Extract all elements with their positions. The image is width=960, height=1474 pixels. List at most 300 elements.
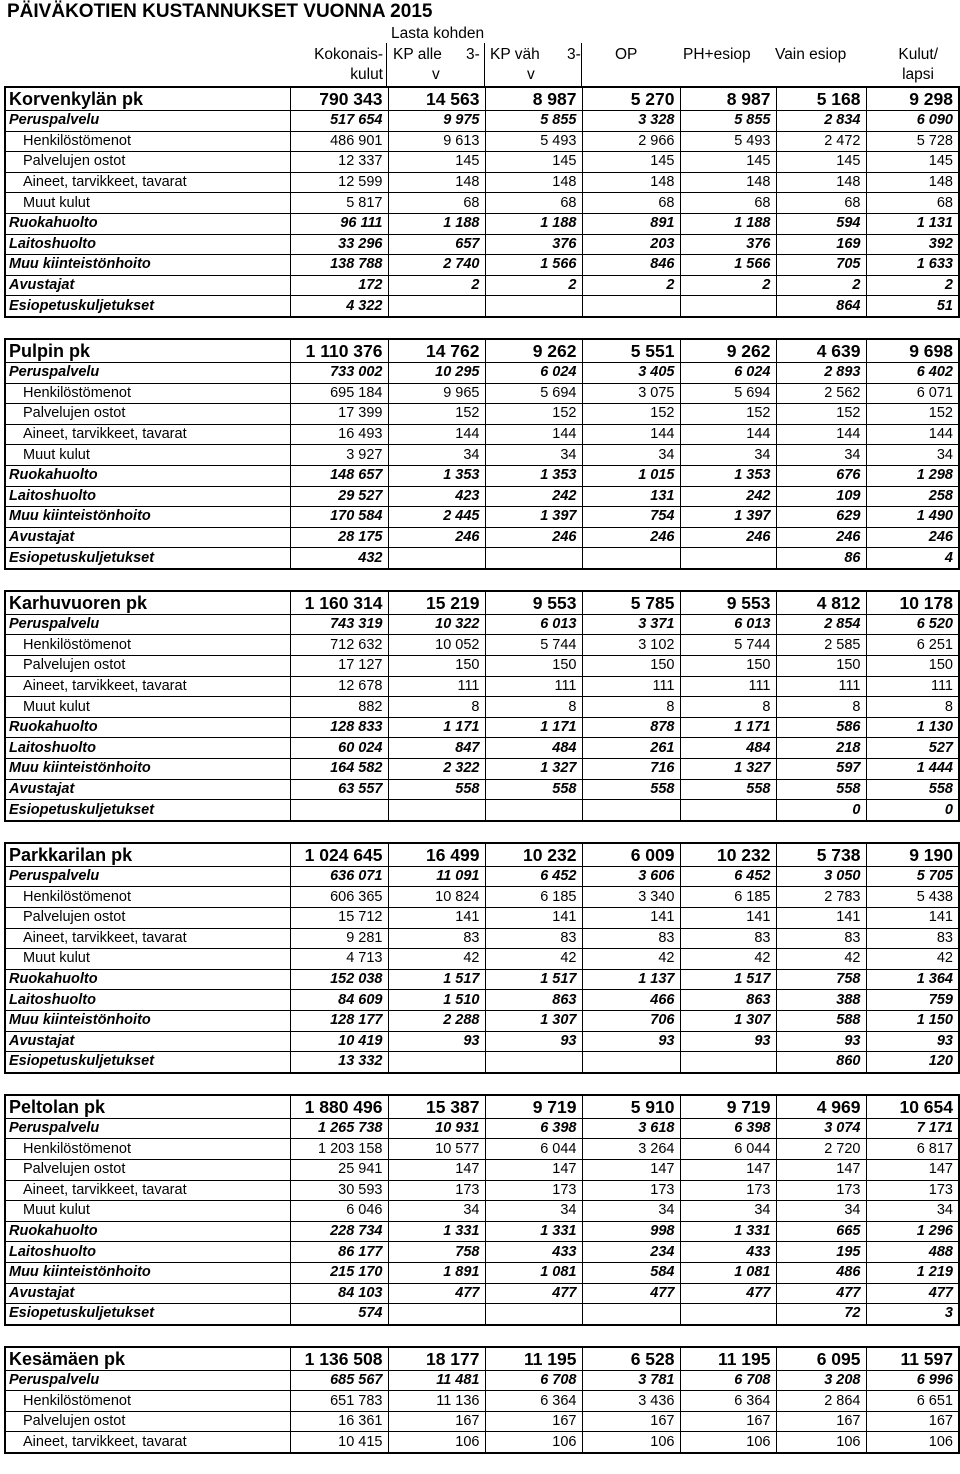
cost-value-cell: 1 510	[388, 990, 485, 1011]
cost-value-cell: 712 632	[290, 635, 388, 656]
cost-value-cell: 4 639	[776, 339, 866, 363]
cost-item-label: Aineet, tarvikkeet, tavarat	[5, 928, 290, 949]
cost-value-cell: 86 177	[290, 1242, 388, 1263]
cost-value-cell: 111	[680, 676, 776, 697]
cost-item-label: Ruokahuolto	[5, 213, 290, 234]
cost-value-cell: 676	[776, 465, 866, 486]
cost-value-cell: 1 353	[388, 465, 485, 486]
cost-value-cell: 141	[680, 908, 776, 929]
table-row	[5, 172, 959, 193]
cost-value-cell: 588	[776, 1010, 866, 1031]
cost-value-cell: 1 397	[680, 507, 776, 528]
cost-value-cell: 3 264	[582, 1139, 680, 1160]
cost-value-cell: 145	[485, 152, 582, 173]
cost-value-cell: 3 340	[582, 887, 680, 908]
cost-value-cell: 6 024	[680, 362, 776, 383]
table-row	[5, 1118, 959, 1139]
cost-value-cell: 111	[485, 676, 582, 697]
daycare-cost-table	[4, 86, 960, 318]
table-row	[5, 1031, 959, 1052]
cost-value-cell: 9 965	[388, 383, 485, 404]
cost-item-label: Muut kulut	[5, 697, 290, 718]
cost-value-cell: 1 353	[485, 465, 582, 486]
cost-value-cell: 558	[582, 779, 680, 800]
cost-value-cell: 150	[388, 656, 485, 677]
cost-value-cell: 6 402	[866, 362, 959, 383]
cost-item-label: Ruokahuolto	[5, 465, 290, 486]
cost-value-cell: 11 597	[866, 1347, 959, 1371]
cost-item-label: Henkilöstömenot	[5, 887, 290, 908]
cost-value-cell: 34	[582, 1201, 680, 1222]
cost-value-cell: 145	[680, 152, 776, 173]
cost-value-cell: 6 398	[680, 1118, 776, 1139]
cost-value-cell: 34	[680, 445, 776, 466]
cost-value-cell: 34	[388, 445, 485, 466]
table-row	[5, 424, 959, 445]
cost-value-cell: 172	[290, 275, 388, 296]
cost-value-cell: 758	[776, 969, 866, 990]
cost-value-cell: 7 171	[866, 1118, 959, 1139]
cost-value-cell: 141	[866, 908, 959, 929]
cost-value-cell: 1 633	[866, 255, 959, 276]
cost-value-cell: 9 698	[866, 339, 959, 363]
cost-value-cell: 4 713	[290, 949, 388, 970]
cost-value-cell: 96 111	[290, 213, 388, 234]
cost-value-cell: 5 855	[485, 111, 582, 132]
cost-value-cell: 484	[485, 738, 582, 759]
cost-value-cell: 3 927	[290, 445, 388, 466]
cost-value-cell: 733 002	[290, 362, 388, 383]
table-row	[5, 1370, 959, 1391]
cost-value-cell: 882	[290, 697, 388, 718]
cost-value-cell: 1 331	[485, 1221, 582, 1242]
table-row	[5, 887, 959, 908]
cost-value-cell: 11 481	[388, 1370, 485, 1391]
cost-value-cell: 6 364	[485, 1391, 582, 1412]
cost-value-cell: 246	[680, 527, 776, 548]
table-row	[5, 486, 959, 507]
cost-value-cell: 6 046	[290, 1201, 388, 1222]
cost-item-label: Aineet, tarvikkeet, tavarat	[5, 1180, 290, 1201]
cost-value-cell: 111	[776, 676, 866, 697]
cost-value-cell: 716	[582, 759, 680, 780]
cost-value-cell: 141	[776, 908, 866, 929]
cost-value-cell: 477	[485, 1283, 582, 1304]
cost-value-cell: 144	[485, 424, 582, 445]
cost-value-cell: 83	[388, 928, 485, 949]
cost-value-cell: 148	[680, 172, 776, 193]
cost-value-cell: 234	[582, 1242, 680, 1263]
cost-value-cell: 8 987	[485, 87, 582, 111]
cost-value-cell: 173	[866, 1180, 959, 1201]
cost-value-cell: 1 331	[388, 1221, 485, 1242]
cost-value-cell: 2 322	[388, 759, 485, 780]
cost-value-cell: 12 599	[290, 172, 388, 193]
cost-value-cell: 1 517	[680, 969, 776, 990]
cost-value-cell: 28 175	[290, 527, 388, 548]
cost-value-cell	[485, 1304, 582, 1325]
cost-value-cell: 558	[388, 779, 485, 800]
cost-value-cell: 141	[485, 908, 582, 929]
cost-value-cell: 6 013	[485, 614, 582, 635]
table-row	[5, 990, 959, 1011]
table-row	[5, 949, 959, 970]
cost-value-cell: 10 824	[388, 887, 485, 908]
cost-value-cell	[680, 800, 776, 821]
page-title: PÄIVÄKOTIEN KUSTANNUKSET VUONNA 2015	[7, 1, 433, 22]
cost-value-cell: 2 288	[388, 1010, 485, 1031]
daycare-total-row	[5, 1095, 959, 1119]
cost-item-label: Muu kiinteistönhoito	[5, 255, 290, 276]
cost-value-cell: 167	[582, 1411, 680, 1432]
header-kp-vah-suffix: 3-	[567, 46, 581, 63]
cost-value-cell: 846	[582, 255, 680, 276]
cost-item-label: Muu kiinteistönhoito	[5, 507, 290, 528]
cost-value-cell: 5 817	[290, 193, 388, 214]
cost-value-cell: 18 177	[388, 1347, 485, 1371]
cost-value-cell: 106	[866, 1432, 959, 1453]
cost-value-cell: 2	[776, 275, 866, 296]
cost-value-cell: 5 705	[866, 866, 959, 887]
cost-value-cell: 376	[680, 234, 776, 255]
cost-value-cell: 147	[776, 1159, 866, 1180]
table-row	[5, 656, 959, 677]
daycare-cost-table	[4, 590, 960, 822]
cost-value-cell: 111	[866, 676, 959, 697]
cost-value-cell: 167	[776, 1411, 866, 1432]
table-row	[5, 234, 959, 255]
cost-value-cell: 477	[866, 1283, 959, 1304]
cost-value-cell: 144	[388, 424, 485, 445]
cost-value-cell: 433	[485, 1242, 582, 1263]
cost-value-cell: 147	[388, 1159, 485, 1180]
cost-value-cell: 1 024 645	[290, 843, 388, 867]
cost-item-label: Muut kulut	[5, 193, 290, 214]
cost-value-cell: 42	[388, 949, 485, 970]
cost-value-cell: 636 071	[290, 866, 388, 887]
cost-value-cell: 246	[582, 527, 680, 548]
cost-value-cell: 998	[582, 1221, 680, 1242]
cost-value-cell: 17 127	[290, 656, 388, 677]
cost-value-cell: 120	[866, 1052, 959, 1073]
table-row	[5, 1242, 959, 1263]
cost-item-label: Esiopetuskuljetukset	[5, 548, 290, 569]
cost-value-cell: 195	[776, 1242, 866, 1263]
cost-value-cell: 170 584	[290, 507, 388, 528]
cost-value-cell: 3	[866, 1304, 959, 1325]
cost-item-label: Peruspalvelu	[5, 866, 290, 887]
cost-value-cell: 34	[866, 1201, 959, 1222]
cost-value-cell: 9 975	[388, 111, 485, 132]
cost-value-cell: 147	[582, 1159, 680, 1180]
cost-value-cell: 6 013	[680, 614, 776, 635]
cost-value-cell: 5 744	[680, 635, 776, 656]
cost-item-label: Palvelujen ostot	[5, 1159, 290, 1180]
cost-value-cell: 477	[680, 1283, 776, 1304]
cost-value-cell	[388, 1052, 485, 1073]
cost-value-cell: 477	[388, 1283, 485, 1304]
table-row	[5, 527, 959, 548]
cost-value-cell: 6 071	[866, 383, 959, 404]
cost-value-cell: 4 969	[776, 1095, 866, 1119]
cost-value-cell: 423	[388, 486, 485, 507]
cost-value-cell: 33 296	[290, 234, 388, 255]
cost-value-cell: 1 327	[485, 759, 582, 780]
cost-value-cell: 10 415	[290, 1432, 388, 1453]
cost-value-cell: 68	[866, 193, 959, 214]
cost-value-cell: 1 171	[680, 717, 776, 738]
cost-value-cell: 167	[680, 1411, 776, 1432]
cost-value-cell: 3 102	[582, 635, 680, 656]
cost-value-cell: 169	[776, 234, 866, 255]
table-row	[5, 1010, 959, 1031]
cost-value-cell	[582, 800, 680, 821]
cost-value-cell: 5 855	[680, 111, 776, 132]
table-row	[5, 255, 959, 276]
cost-item-label: Palvelujen ostot	[5, 656, 290, 677]
cost-value-cell: 68	[582, 193, 680, 214]
cost-value-cell: 2 445	[388, 507, 485, 528]
cost-value-cell	[388, 800, 485, 821]
cost-value-cell: 2 740	[388, 255, 485, 276]
cost-item-label: Aineet, tarvikkeet, tavarat	[5, 1432, 290, 1453]
table-row	[5, 275, 959, 296]
cost-value-cell: 152	[582, 404, 680, 425]
cost-value-cell	[388, 548, 485, 569]
cost-value-cell: 93	[388, 1031, 485, 1052]
cost-value-cell: 68	[680, 193, 776, 214]
cost-value-cell: 1 265 738	[290, 1118, 388, 1139]
header-kp-vah-line1: KP väh	[490, 46, 540, 63]
cost-value-cell: 878	[582, 717, 680, 738]
cost-value-cell: 12 678	[290, 676, 388, 697]
cost-item-label: Peruspalvelu	[5, 111, 290, 132]
cost-value-cell: 106	[582, 1432, 680, 1453]
daycare-name: Parkkarilan pk	[5, 843, 290, 867]
cost-value-cell: 34	[776, 1201, 866, 1222]
cost-value-cell: 1 880 496	[290, 1095, 388, 1119]
cost-value-cell	[680, 548, 776, 569]
cost-value-cell: 2 585	[776, 635, 866, 656]
cost-value-cell: 173	[582, 1180, 680, 1201]
cost-value-cell: 9 262	[680, 339, 776, 363]
header-kp-alle-suffix: 3-	[466, 46, 480, 63]
cost-value-cell: 30 593	[290, 1180, 388, 1201]
cost-item-label: Avustajat	[5, 779, 290, 800]
cost-value-cell: 3 618	[582, 1118, 680, 1139]
cost-value-cell: 84 609	[290, 990, 388, 1011]
cost-value-cell: 14 563	[388, 87, 485, 111]
cost-value-cell: 10 931	[388, 1118, 485, 1139]
cost-value-cell: 5 551	[582, 339, 680, 363]
table-row	[5, 717, 959, 738]
cost-value-cell: 106	[485, 1432, 582, 1453]
table-row	[5, 548, 959, 569]
table-row	[5, 1411, 959, 1432]
cost-value-cell: 1 307	[680, 1010, 776, 1031]
cost-value-cell: 466	[582, 990, 680, 1011]
table-row	[5, 1221, 959, 1242]
cost-value-cell: 6 528	[582, 1347, 680, 1371]
cost-value-cell: 173	[776, 1180, 866, 1201]
cost-value-cell: 8 987	[680, 87, 776, 111]
cost-value-cell: 15 219	[388, 591, 485, 615]
cost-value-cell: 558	[776, 779, 866, 800]
cost-value-cell: 9 281	[290, 928, 388, 949]
table-row	[5, 296, 959, 317]
cost-value-cell: 486	[776, 1262, 866, 1283]
cost-value-cell: 138 788	[290, 255, 388, 276]
cost-value-cell: 128 833	[290, 717, 388, 738]
cost-value-cell: 34	[680, 1201, 776, 1222]
cost-value-cell: 1 296	[866, 1221, 959, 1242]
cost-value-cell: 6 364	[680, 1391, 776, 1412]
cost-value-cell: 34	[485, 1201, 582, 1222]
cost-value-cell: 63 557	[290, 779, 388, 800]
cost-value-cell: 34	[582, 445, 680, 466]
cost-value-cell	[485, 1052, 582, 1073]
cost-item-label: Peruspalvelu	[5, 362, 290, 383]
cost-value-cell: 1 110 376	[290, 339, 388, 363]
cost-value-cell: 860	[776, 1052, 866, 1073]
cost-value-cell: 86	[776, 548, 866, 569]
cost-value-cell: 388	[776, 990, 866, 1011]
cost-value-cell: 109	[776, 486, 866, 507]
cost-value-cell: 477	[582, 1283, 680, 1304]
cost-value-cell: 6 520	[866, 614, 959, 635]
cost-value-cell: 83	[680, 928, 776, 949]
cost-value-cell: 167	[485, 1411, 582, 1432]
cost-value-cell: 586	[776, 717, 866, 738]
cost-value-cell: 164 582	[290, 759, 388, 780]
cost-value-cell: 6 708	[680, 1370, 776, 1391]
cost-item-label: Laitoshuolto	[5, 738, 290, 759]
cost-value-cell: 167	[866, 1411, 959, 1432]
cost-value-cell: 173	[388, 1180, 485, 1201]
cost-value-cell: 144	[680, 424, 776, 445]
cost-value-cell: 1 015	[582, 465, 680, 486]
table-row	[5, 193, 959, 214]
cost-value-cell: 84 103	[290, 1283, 388, 1304]
cost-value-cell: 2	[388, 275, 485, 296]
cost-value-cell: 11 195	[485, 1347, 582, 1371]
cost-value-cell	[680, 296, 776, 317]
cost-value-cell: 1 203 158	[290, 1139, 388, 1160]
cost-value-cell: 3 328	[582, 111, 680, 132]
cost-value-cell: 6 044	[680, 1139, 776, 1160]
cost-item-label: Henkilöstömenot	[5, 1391, 290, 1412]
cost-value-cell: 1 331	[680, 1221, 776, 1242]
cost-value-cell: 1 353	[680, 465, 776, 486]
cost-value-cell: 167	[388, 1411, 485, 1432]
table-row	[5, 779, 959, 800]
cost-value-cell: 5 744	[485, 635, 582, 656]
cost-value-cell: 3 405	[582, 362, 680, 383]
cost-value-cell: 150	[776, 656, 866, 677]
cost-value-cell: 10 577	[388, 1139, 485, 1160]
cost-value-cell: 2 472	[776, 131, 866, 152]
cost-value-cell: 10 232	[680, 843, 776, 867]
cost-value-cell: 8	[776, 697, 866, 718]
cost-value-cell: 1 444	[866, 759, 959, 780]
cost-value-cell: 376	[485, 234, 582, 255]
table-row	[5, 1432, 959, 1453]
header-group-label: Lasta kohden	[391, 25, 485, 42]
cost-item-label: Peruspalvelu	[5, 614, 290, 635]
cost-value-cell: 34	[485, 445, 582, 466]
cost-value-cell: 2 562	[776, 383, 866, 404]
cost-item-label: Laitoshuolto	[5, 1242, 290, 1263]
table-row	[5, 213, 959, 234]
table-row	[5, 738, 959, 759]
cost-value-cell: 1 131	[866, 213, 959, 234]
cost-item-label: Ruokahuolto	[5, 1221, 290, 1242]
cost-value-cell	[388, 1304, 485, 1325]
cost-value-cell: 891	[582, 213, 680, 234]
cost-value-cell: 42	[485, 949, 582, 970]
cost-value-cell: 9 719	[680, 1095, 776, 1119]
table-row	[5, 676, 959, 697]
header-kp-alle-line2: v	[432, 66, 440, 83]
cost-value-cell: 629	[776, 507, 866, 528]
cost-value-cell: 246	[866, 527, 959, 548]
table-row	[5, 1180, 959, 1201]
header-kulut-lapsi-line1: Kulut/	[898, 46, 938, 63]
cost-value-cell: 6 185	[680, 887, 776, 908]
cost-item-label: Laitoshuolto	[5, 990, 290, 1011]
cost-value-cell: 3 436	[582, 1391, 680, 1412]
cost-value-cell: 5 785	[582, 591, 680, 615]
table-row	[5, 635, 959, 656]
cost-value-cell	[290, 800, 388, 821]
cost-item-label: Muu kiinteistönhoito	[5, 1010, 290, 1031]
cost-item-label: Esiopetuskuljetukset	[5, 800, 290, 821]
table-row	[5, 383, 959, 404]
cost-value-cell: 758	[388, 1242, 485, 1263]
cost-item-label: Muu kiinteistönhoito	[5, 759, 290, 780]
cost-value-cell: 5 694	[485, 383, 582, 404]
header-ph-esiop: PH+esiop	[683, 46, 751, 63]
cost-value-cell: 93	[485, 1031, 582, 1052]
cost-value-cell: 144	[866, 424, 959, 445]
cost-value-cell: 10 322	[388, 614, 485, 635]
cost-value-cell: 42	[866, 949, 959, 970]
cost-value-cell: 1 188	[388, 213, 485, 234]
cost-value-cell	[582, 296, 680, 317]
cost-value-cell: 152	[485, 404, 582, 425]
cost-value-cell: 1 160 314	[290, 591, 388, 615]
daycare-name: Peltolan pk	[5, 1095, 290, 1119]
cost-item-label: Laitoshuolto	[5, 486, 290, 507]
cost-value-cell: 16 493	[290, 424, 388, 445]
cost-value-cell: 144	[582, 424, 680, 445]
cost-item-label: Henkilöstömenot	[5, 635, 290, 656]
cost-value-cell: 152	[776, 404, 866, 425]
cost-value-cell: 1 136 508	[290, 1347, 388, 1371]
cost-value-cell: 597	[776, 759, 866, 780]
cost-value-cell: 392	[866, 234, 959, 255]
table-header	[0, 22, 960, 86]
cost-value-cell: 60 024	[290, 738, 388, 759]
cost-item-label: Aineet, tarvikkeet, tavarat	[5, 172, 290, 193]
cost-value-cell: 147	[680, 1159, 776, 1180]
cost-value-cell: 13 332	[290, 1052, 388, 1073]
cost-value-cell: 83	[485, 928, 582, 949]
cost-value-cell: 34	[388, 1201, 485, 1222]
cost-item-label: Henkilöstömenot	[5, 1139, 290, 1160]
cost-value-cell: 6 398	[485, 1118, 582, 1139]
cost-value-cell	[485, 800, 582, 821]
